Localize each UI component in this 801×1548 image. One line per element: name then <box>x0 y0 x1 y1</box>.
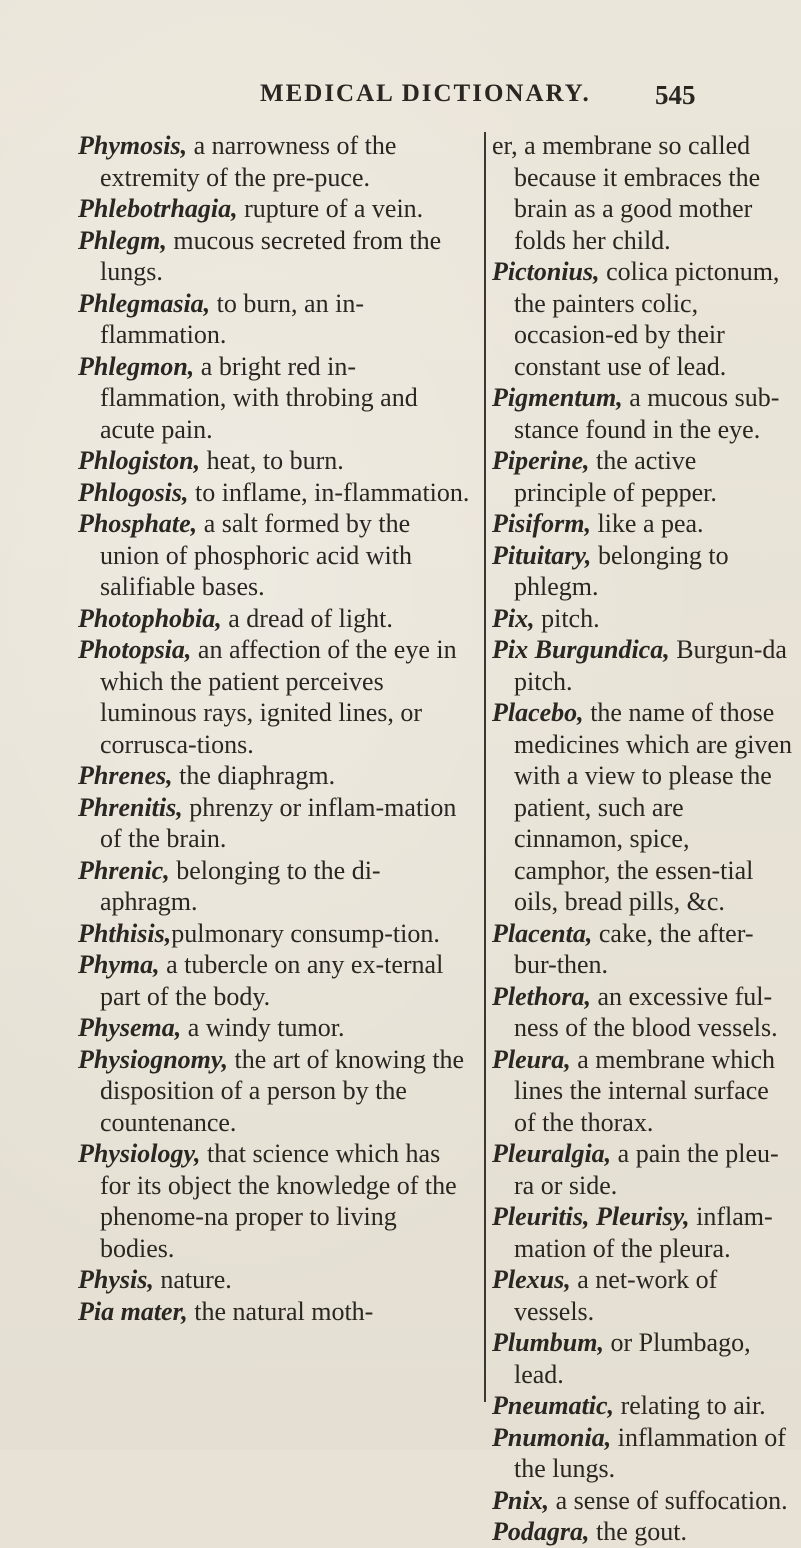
entry-headword: Pix Burgundica, <box>492 635 670 664</box>
entry-definition: a salt formed by the union of phosphoric acid with salifiable bases. <box>100 509 412 601</box>
entry-headword: Photopsia, <box>78 635 192 664</box>
entry-headword: Phlebotrhagia, <box>78 194 238 223</box>
entry-definition: nature. <box>153 1265 232 1294</box>
entry-definition: a sense of suffocation. <box>549 1485 788 1515</box>
entry-headword: Physiology, <box>78 1139 201 1168</box>
entry-definition: relating to air. <box>614 1391 766 1420</box>
dictionary-entry <box>78 918 473 950</box>
entry-definition: an affection of the eye in which the patient perceives luminous rays, ignited lines, or corrusca-tions. <box>100 635 457 759</box>
entry-definition: the natural moth- <box>187 1296 374 1326</box>
entry-headword: Physema, <box>78 1013 182 1042</box>
dictionary-entry <box>492 382 792 445</box>
dictionary-entry <box>78 634 473 760</box>
dictionary-entry <box>78 760 473 792</box>
entry-definition: a dread of light. <box>221 603 393 633</box>
entry-definition: or Plumbago, lead. <box>514 1328 751 1389</box>
entry-definition: a mucous sub-stance found in the eye. <box>514 383 780 444</box>
entry-headword: Pnumonia, <box>492 1422 612 1452</box>
entry-headword: Phrenic, <box>78 855 170 885</box>
entry-definition: the active principle of pepper. <box>514 446 717 507</box>
dictionary-entry <box>492 634 792 697</box>
entry-definition: rupture of a vein. <box>237 194 424 223</box>
entry-headword: Placebo, <box>492 698 584 727</box>
entry-definition: that science which has for its object the knowledge of the phenome-na proper to living bodies. <box>100 1139 457 1263</box>
entry-headword: Physis, <box>78 1265 154 1294</box>
dictionary-entry <box>492 918 792 981</box>
entry-definition: a bright red in-flammation, with throbing and acute pain. <box>100 351 418 444</box>
entry-definition: an excessive ful-ness of the blood vessels. <box>514 981 778 1042</box>
dictionary-entry <box>78 1296 473 1328</box>
dictionary-entry <box>78 855 473 918</box>
entry-definition: pitch. <box>534 603 600 633</box>
dictionary-entry <box>78 1264 473 1296</box>
dictionary-entry <box>492 697 792 918</box>
dictionary-entry <box>492 508 792 540</box>
dictionary-entry <box>492 1485 792 1517</box>
entry-definition: Burgun-da pitch. <box>514 635 787 696</box>
entry-headword: Pictonius, <box>492 257 600 286</box>
entry-definition: the gout. <box>589 1517 687 1546</box>
dictionary-entry <box>78 288 473 351</box>
dictionary-entry <box>78 477 473 509</box>
entry-definition: colica pictonum, the painters colic, occasion-ed by their constant use of lead. <box>514 257 780 381</box>
entry-headword: Podagra, <box>492 1517 590 1546</box>
dictionary-entry <box>492 256 792 382</box>
dictionary-entry <box>78 1138 473 1264</box>
dictionary-entry <box>78 445 473 477</box>
entry-definition: a membrane which lines the internal surface of the thorax. <box>514 1044 776 1137</box>
dictionary-entry <box>492 1516 792 1548</box>
dictionary-entry <box>78 1044 473 1139</box>
entry-headword: Pia mater, <box>78 1296 188 1326</box>
entry-headword: Plexus, <box>492 1265 571 1294</box>
entry-headword: Phyma, <box>78 950 160 979</box>
entry-headword: Phlogosis, <box>78 477 189 507</box>
entry-definition: inflammation of the lungs. <box>514 1422 786 1483</box>
entry-definition: to inflame, in-flammation. <box>188 477 470 507</box>
entry-headword: Pleuritis, Pleurisy, <box>492 1202 690 1231</box>
entry-headword: Phlogiston, <box>78 446 201 475</box>
entry-definition: a tubercle on any ex-ternal part of the body. <box>100 950 444 1011</box>
entry-definition: the diaphragm. <box>172 761 336 790</box>
dictionary-entry <box>492 1422 792 1485</box>
dictionary-entry <box>492 130 792 256</box>
entry-headword: Pisiform, <box>492 509 591 538</box>
entry-definition: like a pea. <box>590 509 704 538</box>
entry-definition: inflam-mation of the pleura. <box>514 1202 773 1263</box>
dictionary-entry <box>492 1138 792 1201</box>
entry-headword: Phlegmasia, <box>78 288 211 318</box>
entry-headword: Phlegm, <box>78 225 167 255</box>
entry-headword: Pneumatic, <box>492 1391 615 1420</box>
dictionary-entry <box>492 1264 792 1327</box>
dictionary-entry <box>492 445 792 508</box>
entry-definition: a narrowness of the extremity of the pre-puce. <box>100 131 397 192</box>
dictionary-entry <box>78 193 473 225</box>
entry-definition: to burn, an in-flammation. <box>100 288 364 349</box>
entry-headword: Plumbum, <box>492 1328 604 1357</box>
entry-headword: Plethora, <box>492 981 591 1011</box>
dictionary-entry <box>78 351 473 446</box>
entry-headword: Pleuralgia, <box>492 1139 612 1168</box>
dictionary-entry <box>492 981 792 1044</box>
dictionary-entry <box>492 1390 792 1422</box>
dictionary-entry <box>78 130 473 193</box>
dictionary-entry <box>78 508 473 603</box>
entry-headword: Physiognomy, <box>78 1044 228 1074</box>
dictionary-entry <box>492 1327 792 1390</box>
entry-definition: belonging to phlegm. <box>514 540 729 601</box>
entry-headword: Pleura, <box>492 1044 571 1074</box>
dictionary-entry <box>78 1012 473 1044</box>
entry-definition: a net-work of vessels. <box>514 1265 718 1326</box>
dictionary-entry <box>78 225 473 288</box>
dictionary-entry <box>492 1201 792 1264</box>
entry-definition: cake, the after-bur-then. <box>514 918 754 979</box>
entry-headword: Phrenitis, <box>78 792 183 822</box>
entry-headword: Phosphate, <box>78 509 198 538</box>
entry-headword: Piperine, <box>492 446 590 475</box>
dictionary-entry <box>492 1044 792 1139</box>
left-column <box>78 130 473 1327</box>
entry-definition: the name of those medicines which are given with a view to please the patient, such are cinnamon, spice, camphor, the essen-tial oils, bread pills, &c. <box>514 698 792 916</box>
dictionary-entry <box>78 603 473 635</box>
entry-definition: heat, to burn. <box>200 446 344 475</box>
entry-definition: pulmonary consump-tion. <box>171 918 440 948</box>
entry-definition: mucous secreted from the lungs. <box>100 225 442 286</box>
page-number: 545 <box>655 80 696 110</box>
entry-headword: Photophobia, <box>78 603 222 633</box>
entry-headword: Phymosis, <box>78 131 188 160</box>
dictionary-entry <box>492 603 792 635</box>
dictionary-entry <box>492 540 792 603</box>
entry-headword: Pix, <box>492 603 535 633</box>
entry-headword: Phthisis, <box>78 918 172 948</box>
right-column <box>492 130 792 1548</box>
running-head: MEDICAL DICTIONARY. <box>260 80 591 107</box>
entry-headword: Phlegmon, <box>78 351 195 381</box>
entry-definition: er, a membrane so called because it embraces the brain as a good mother folds her child. <box>492 131 761 255</box>
entry-headword: Pigmentum, <box>492 383 623 412</box>
entry-headword: Placenta, <box>492 918 593 948</box>
dictionary-entry <box>78 792 473 855</box>
entry-headword: Pnix, <box>492 1485 550 1515</box>
entry-definition: the art of knowing the disposition of a person by the countenance. <box>100 1044 465 1137</box>
entry-definition: a windy tumor. <box>181 1013 345 1042</box>
entry-definition: phrenzy or inflam-mation of the brain. <box>100 792 457 853</box>
dictionary-entry <box>78 949 473 1012</box>
entry-definition: a pain the pleu-ra or side. <box>514 1139 779 1200</box>
entry-headword: Pituitary, <box>492 540 592 570</box>
entry-definition: belonging to the di-aphragm. <box>100 855 381 916</box>
column-divider <box>484 132 486 1402</box>
entry-headword: Phrenes, <box>78 761 173 790</box>
page-header <box>0 80 801 120</box>
